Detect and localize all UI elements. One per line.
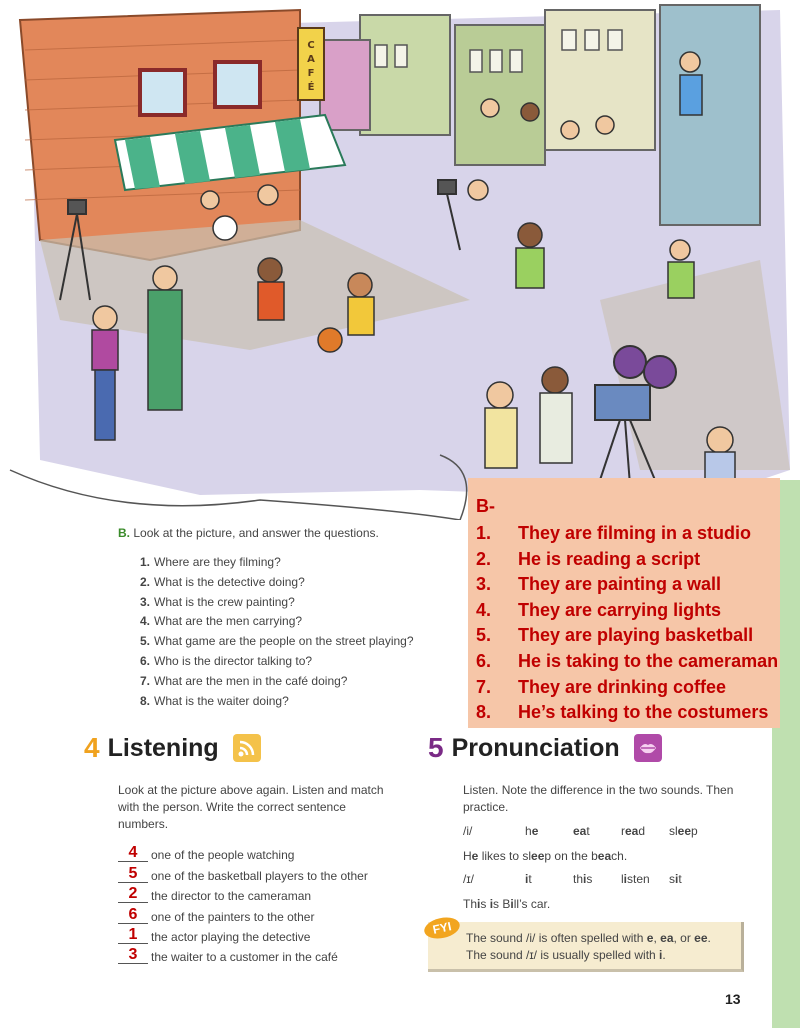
answer-blank[interactable]: 5 <box>118 866 148 883</box>
example-sentence-1: He likes to sleep on the beach. <box>463 849 628 863</box>
answer-item: 7. They are drinking coffee <box>476 676 727 697</box>
svg-text:A: A <box>307 54 315 65</box>
audio-icon[interactable] <box>233 734 261 762</box>
question-item: 2. What is the detective doing? <box>140 574 305 589</box>
question-item: 6. Who is the director talking to? <box>140 653 313 668</box>
listening-title: Listening <box>107 733 219 762</box>
answer-key-header: B- <box>476 496 495 516</box>
list-item: 4 one of the people watching <box>118 842 368 862</box>
answer-item: 5. They are playing basketball <box>476 625 754 646</box>
answer-blank[interactable]: 3 <box>118 947 148 964</box>
sound-row-short-i: /ɪ/ it this listen sit <box>463 872 682 886</box>
fyi-box <box>428 918 744 972</box>
example-sentence-2: This is Bill’s car. <box>463 897 551 911</box>
sound-row-long-i: /i/ he eat read sleep <box>463 824 698 838</box>
answer-item: 1. They are filming in a studio <box>476 523 752 543</box>
listening-number: 4 <box>84 732 100 763</box>
answer-item: 2. He is reading a script <box>476 548 701 569</box>
svg-text:F: F <box>307 68 315 79</box>
list-item: 6 one of the painters to the other <box>118 903 368 923</box>
listening-match-list <box>118 842 368 964</box>
pronunciation-instruction: Listen. Note the difference in the two sounds. Then practice. <box>463 783 734 814</box>
question-item: 8. What is the waiter doing? <box>140 693 289 708</box>
answer-item: 6. He is taking to the cameraman <box>476 650 779 671</box>
page-number: 13 <box>725 991 741 1007</box>
answer-blank[interactable]: 4 <box>118 845 148 862</box>
section-b <box>118 526 414 711</box>
list-item: 2 the director to the cameraman <box>118 883 368 903</box>
answer-blank[interactable]: 2 <box>118 886 148 903</box>
svg-text:É: É <box>307 82 315 93</box>
question-item: 1. Where are they filming? <box>140 555 281 569</box>
list-item: 1 the actor playing the detective <box>118 924 368 944</box>
listening-heading <box>84 732 261 764</box>
fyi-line-2: The sound /ɪ/ is usually spelled with i. <box>466 948 666 962</box>
question-item: 4. What are the men carrying? <box>140 614 303 629</box>
pronunciation-title: Pronunciation <box>451 733 620 762</box>
answer-item: 8. He’s talking to the costumers <box>476 702 769 723</box>
answer-item: 4. They are carrying lights <box>476 599 722 620</box>
answer-blank[interactable]: 1 <box>118 927 148 944</box>
list-item: 5 one of the basketball players to the other <box>118 862 368 882</box>
question-item: 7. What are the men in the café doing? <box>140 673 348 688</box>
question-list <box>140 553 414 711</box>
fyi-badge: FYI <box>422 914 461 941</box>
pronunciation-heading <box>428 732 662 764</box>
fyi-line-1: The sound /i/ is often spelled with e, ea, or ee. <box>466 931 711 945</box>
answer-item: 3. They are painting a wall <box>476 574 722 595</box>
pronunciation-number: 5 <box>428 732 444 763</box>
list-item: 3 the waiter to a customer in the café <box>118 944 368 964</box>
lips-icon[interactable] <box>634 734 662 762</box>
section-b-instruction: B. Look at the picture, and answer the questions. <box>118 526 379 540</box>
listening-instruction: Look at the picture above again. Listen and match with the person. Write the correct sentence numbers. <box>118 783 384 831</box>
question-item: 5. What game are the people on the street playing? <box>140 634 414 649</box>
answer-blank[interactable]: 6 <box>118 907 148 924</box>
answer-key-box <box>468 478 780 728</box>
question-item: 3. What is the crew painting? <box>140 594 295 609</box>
answer-key-list <box>476 521 779 726</box>
cafe-sign-text: C <box>307 40 315 51</box>
